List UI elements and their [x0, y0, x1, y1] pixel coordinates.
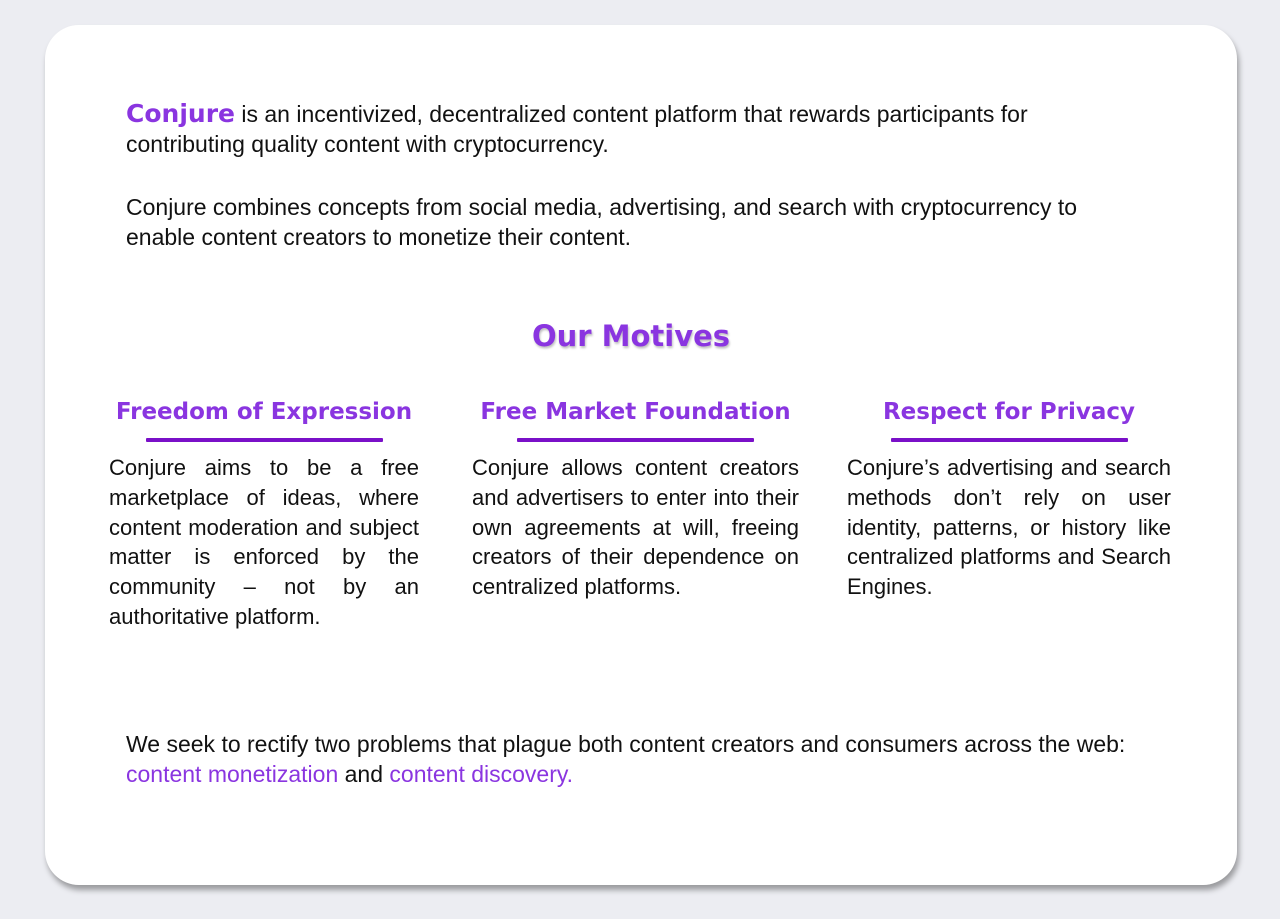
brand-name: Conjure	[126, 99, 235, 128]
intro-paragraph	[126, 99, 1146, 159]
motive-description: Conjure aims to be a free marketplace of ideas, where content moderation and subject matter is enforced by the community – not by an authoritative platform.	[109, 455, 419, 629]
intro-paragraph-2: Conjure combines concepts from social media, advertising, and search with cryptocurrency to enable content creators to monetize their content.	[126, 194, 1078, 250]
section-title: Our Motives	[531, 319, 731, 353]
content-card	[45, 25, 1237, 885]
motive-description: Conjure allows content creators and advertisers to enter into their own agreements at will, freeing creators of their dependence on centralized platforms.	[472, 455, 799, 600]
motive-title: Freedom of Expression	[115, 399, 413, 425]
motive-title: Respect for Privacy	[882, 399, 1136, 425]
motive-respect-for-privacy	[847, 395, 1171, 602]
motive-underline	[146, 438, 383, 442]
motive-underline	[517, 438, 754, 442]
outro-connector: and	[338, 761, 390, 787]
motive-freedom-of-expression	[109, 395, 419, 632]
motive-underline	[891, 438, 1128, 442]
outro-paragraph	[126, 729, 1146, 789]
highlight-content-monetization: content monetization	[126, 761, 339, 787]
outro-text: We seek to rectify two problems that plague both content creators and consumers across the web:	[126, 731, 1126, 757]
motive-description: Conjure’s advertising and search methods don’t rely on user identity, patterns, or history like centralized platforms and Search Engines.	[847, 455, 1171, 600]
motive-title: Free Market Foundation	[480, 399, 791, 425]
highlight-content-discovery: content discovery.	[389, 761, 574, 787]
intro-text: is an incentivized, decentralized content platform that rewards participants for contributing quality content with cryptocurrency.	[126, 101, 1028, 157]
motive-free-market-foundation	[472, 395, 799, 602]
